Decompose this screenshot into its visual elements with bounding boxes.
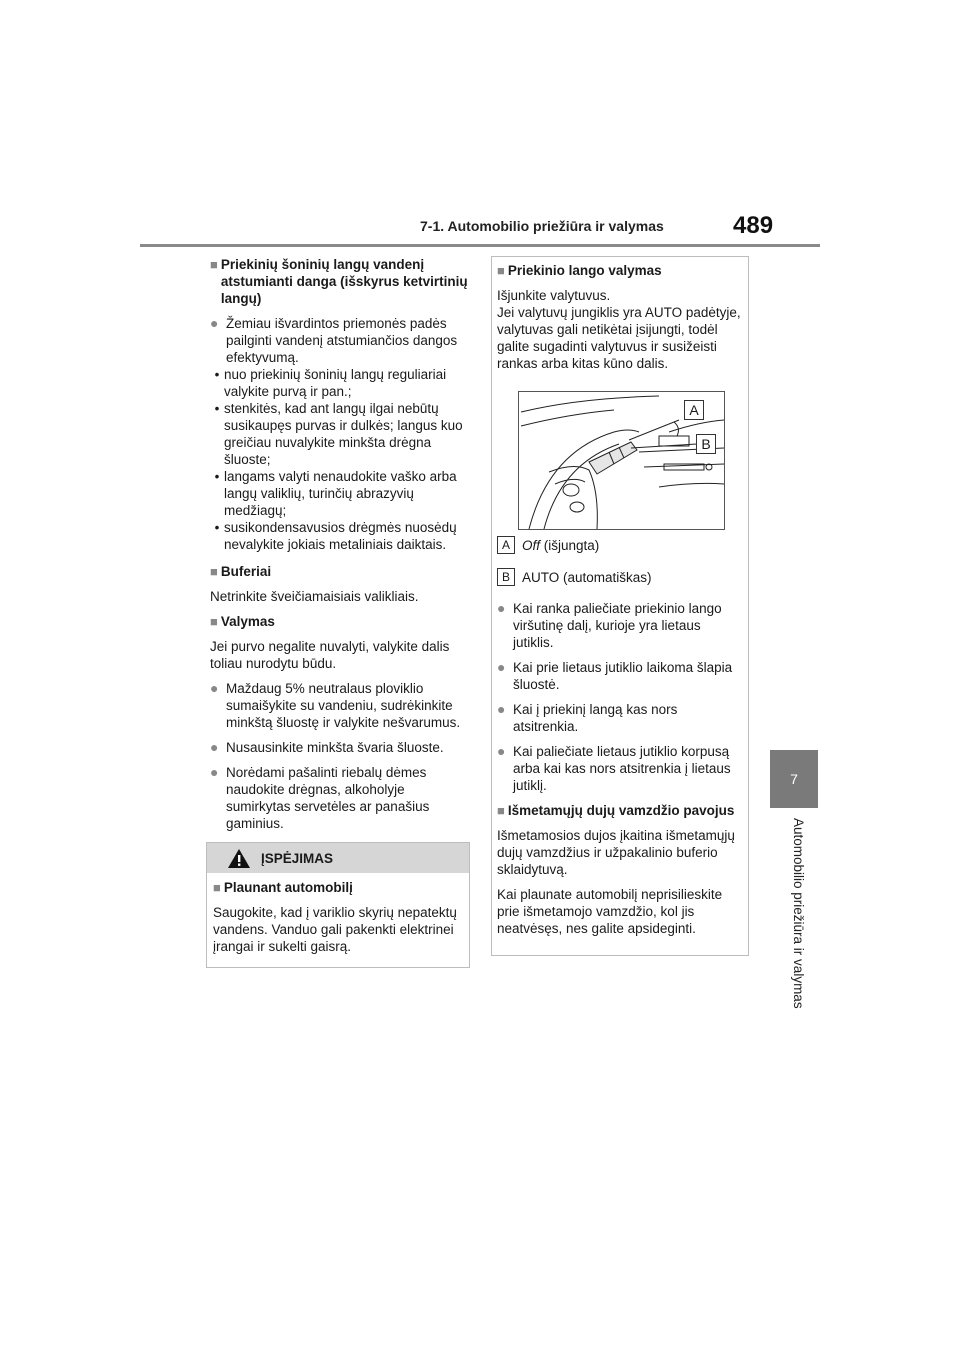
section-heading-text: Išmetamųjų dujų vamzdžio pavojus: [507, 803, 735, 818]
bullet-text: Kai į priekinį langą kas nors atsitrenkia.: [513, 702, 678, 734]
dot-marker-icon: •: [214, 367, 220, 382]
wiper-switch-figure: [518, 391, 725, 530]
round-bullet-icon: ●: [497, 743, 506, 759]
figure-label-a-text: A: [689, 402, 699, 418]
bullet-text: Kai ranka paliečiate priekinio lango viršutinę dalį, kurioje yra lietaus jutiklis.: [513, 601, 722, 650]
round-bullet-icon: ●: [497, 659, 506, 675]
paragraph: Jei purvo negalite nuvalyti, valykite dalis toliau nurodytu būdu.: [210, 639, 450, 671]
left-column: [210, 256, 472, 840]
bullet-item: [210, 739, 472, 756]
square-bullet-icon: ■: [497, 803, 505, 818]
callout-tag-a: A: [497, 536, 515, 554]
bullet-item: [210, 764, 472, 832]
sub-list: [210, 366, 472, 553]
round-bullet-icon: ●: [210, 680, 219, 696]
bullet-text: Nusausinkite minkšta švaria šluoste.: [226, 740, 444, 755]
section-heading: [497, 262, 741, 279]
bullet-item: [497, 701, 741, 735]
section-heading-text: Priekinių šoninių langų vandenį atstumianti danga (išskyrus ketvirtinių langų): [220, 257, 468, 306]
chapter-tab: [770, 750, 818, 808]
figure-label-b-text: B: [701, 436, 711, 452]
paragraph: Kai plaunate automobilį neprisilieskite prie išmetamojo vamzdžio, kol jis neatvėsęs, nes galite apsideginti.: [497, 887, 723, 936]
bullet-item: [210, 680, 472, 731]
round-bullet-icon: ●: [210, 739, 219, 755]
section-heading-text: Priekinio lango valymas: [507, 263, 662, 278]
chapter-number: 7: [790, 771, 798, 787]
section-heading: [210, 613, 472, 630]
section-heading: [210, 563, 472, 580]
square-bullet-icon: ■: [210, 257, 218, 272]
page-number: 489: [733, 212, 774, 239]
dot-marker-icon: •: [214, 401, 220, 416]
bullet-text: Kai prie lietaus jutiklio laikoma šlapia šluostė.: [513, 660, 733, 692]
figure-label-b: [696, 434, 716, 454]
sub-list-text: stenkitės, kad ant langų ilgai nebūtų susikaupęs purvas ir dulkės; langus kuo greičiau nuvalykite minkšta drėgna šluoste;: [224, 401, 463, 467]
sub-list-item: [210, 366, 472, 400]
warning-box: [206, 842, 470, 968]
paragraph: Netrinkite šveičiamaisiais valikliais.: [210, 589, 419, 604]
round-bullet-icon: ●: [497, 600, 506, 616]
bullet-text: Maždaug 5% neutralaus ploviklio sumaišykite su vandeniu, sudrėkinkite minkštą šluostę ir valykite nešvarumus.: [226, 681, 461, 730]
warning-triangle-icon: [227, 848, 251, 869]
bullet-item: [497, 659, 741, 693]
section-heading: [210, 256, 472, 307]
square-bullet-icon: ■: [210, 614, 218, 629]
warning-heading: [213, 879, 463, 896]
round-bullet-icon: ●: [497, 701, 506, 717]
section-heading: [497, 802, 741, 819]
square-bullet-icon: ■: [497, 263, 505, 278]
callout-a-italic: Off: [522, 538, 541, 553]
paragraph: Išjunkite valytuvus. Jei valytuvų jungiklis yra AUTO padėtyje, valytuvas gali netikėtai įsijungti, todėl galite sugadinti valytuvus ir susižeisti rankas arba kitas kūno dalis.: [497, 288, 741, 371]
round-bullet-icon: ●: [210, 315, 219, 331]
sub-list-item: [210, 468, 472, 519]
bullet-text: Žemiau išvardintos priemonės padės pailginti vandenį atstumiančios dangos efektyvumą.: [226, 316, 458, 365]
bullet-text: Kai paliečiate lietaus jutiklio korpusą arba kai kas nors atsitrenkia į lietaus jutiklį.: [513, 744, 731, 793]
sub-list-text: susikondensavusios drėgmės nuosėdų nevalykite jokiais metaliniais daiktais.: [224, 520, 457, 552]
header-rule: [140, 244, 820, 247]
callout-tag-b: B: [497, 568, 515, 586]
section-heading-text: Buferiai: [220, 564, 272, 579]
sub-list-item: [210, 519, 472, 553]
square-bullet-icon: ■: [213, 880, 221, 895]
callout-a-rest: (išjungta): [540, 538, 600, 553]
figure-label-a: [684, 400, 704, 420]
round-bullet-icon: ●: [210, 764, 219, 780]
sub-list-text: nuo priekinių šoninių langų reguliariai valykite purvą ir pan.;: [224, 367, 447, 399]
chapter-label: Automobilio priežiūra ir valymas: [791, 818, 806, 1009]
bullet-item: [210, 315, 472, 366]
callout-b-text: AUTO (automatiškas): [522, 570, 652, 585]
bullet-item: [497, 743, 741, 794]
square-bullet-icon: ■: [210, 564, 218, 579]
warning-header: [207, 843, 469, 873]
running-header-title: 7-1. Automobilio priežiūra ir valymas: [420, 218, 664, 234]
warning-body: [207, 873, 469, 955]
dot-marker-icon: •: [214, 469, 220, 484]
warning-heading-text: Plaunant automobilį: [223, 880, 353, 895]
warning-title: ĮSPĖJIMAS: [261, 850, 334, 866]
bullet-text: Norėdami pašalinti riebalų dėmes naudokite drėgnas, alkoholyje sumirkytas servetėles ar panašius gaminius.: [226, 765, 430, 831]
sub-list-text: langams valyti nenaudokite vaško arba langų valiklių, turinčių abrazyvių medžiagų;: [224, 469, 457, 518]
right-column: [497, 262, 741, 945]
paragraph: Išmetamosios dujos įkaitina išmetamųjų dujų vamzdžius ir užpakalinio buferio sklaidytuvą.: [497, 828, 735, 877]
section-heading-text: Valymas: [220, 614, 275, 629]
warning-text: Saugokite, kad į variklio skyrių nepatektų vandens. Vanduo gali pakenkti elektrinei įrangai ir sukelti gaisrą.: [213, 905, 457, 954]
dot-marker-icon: •: [214, 520, 220, 535]
bullet-item: [497, 600, 741, 651]
callout-a-text: [522, 537, 741, 554]
sub-list-item: [210, 400, 472, 468]
